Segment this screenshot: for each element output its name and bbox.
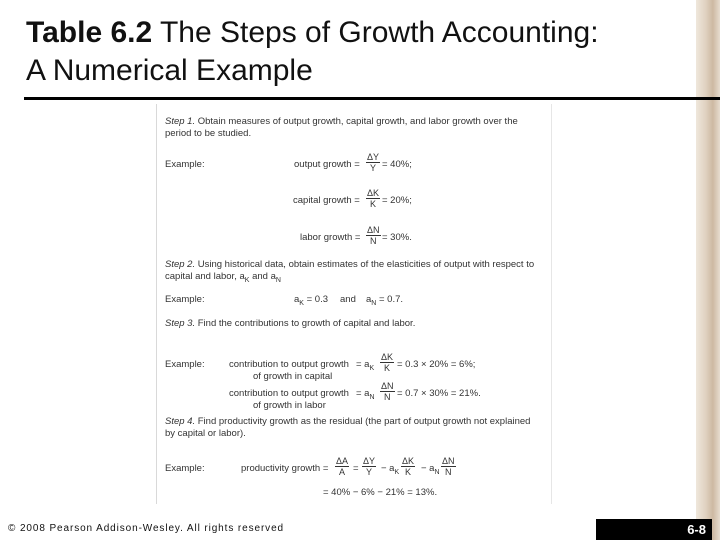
fraction-numerator: ΔN (442, 456, 455, 466)
example-label-2: Example: (165, 294, 205, 305)
an-value: = 0.7. (379, 294, 404, 305)
step1-label: Step 1. (165, 116, 196, 127)
fraction-numerator: ΔY (363, 456, 376, 466)
contrib-capital-coef (356, 359, 374, 375)
ak-symbol: a (294, 294, 300, 305)
elasticity-ak (294, 294, 328, 310)
page-number: 6-8 (596, 519, 712, 540)
step4-line-b: by capital or labor). (165, 428, 246, 439)
fraction-numerator: ΔA (336, 456, 349, 466)
example-label-4: Example: (165, 463, 205, 474)
subscript-n: N (369, 393, 375, 401)
step4-text: Find productivity growth as the residual (the part of output growth not explained (197, 416, 531, 427)
subscript-k: K (394, 468, 400, 476)
fraction-denominator: K (370, 199, 377, 209)
output-growth-value: = 40%; (382, 159, 412, 170)
fraction-denominator: Y (366, 467, 373, 477)
step2-and: and a (249, 271, 276, 282)
coef-eq: = a (356, 359, 370, 370)
prod-eq: = (353, 463, 359, 474)
growth-accounting-table (156, 104, 552, 504)
fraction-denominator: K (405, 467, 412, 477)
example-label-1: Example: (165, 159, 205, 170)
fraction-denominator: A (339, 467, 346, 477)
step4-label: Step 4. (165, 416, 196, 427)
contrib-capital-line-b: of growth in capital (253, 371, 333, 382)
elasticity-and: and (340, 294, 356, 305)
step1-text: Obtain measures of output growth, capital growth, and labor growth over the (197, 116, 518, 127)
capital-growth-fraction (366, 188, 380, 209)
fraction-numerator: ΔY (367, 152, 380, 162)
minus-coef: − a (421, 463, 435, 474)
decorative-side-strip (696, 0, 720, 540)
step1-line-a (165, 116, 518, 128)
productivity-label: productivity growth = (241, 463, 329, 474)
title-line-2: A Numerical Example (26, 54, 313, 87)
step1-line-b: period to be studied. (165, 128, 252, 139)
step3-text: Find the contributions to growth of capital and labor. (197, 318, 416, 329)
prod-fraction-k (401, 456, 415, 477)
fraction-denominator: N (384, 392, 391, 402)
step2-label: Step 2. (165, 259, 196, 270)
fraction-numerator: ΔK (381, 352, 394, 362)
prod-minus-k (381, 463, 399, 479)
step2-text-b: capital and labor, a (165, 271, 245, 282)
subscript-k: K (244, 276, 250, 284)
prod-fraction-a (335, 456, 349, 477)
output-growth-fraction (366, 152, 380, 173)
prod-fraction-y (362, 456, 376, 477)
coef-eq: = a (356, 388, 370, 399)
output-growth-label: output growth = (294, 159, 360, 170)
an-symbol: a (366, 294, 372, 305)
labor-growth-value: = 30%. (382, 232, 412, 243)
contrib-capital-value: = 0.3 × 20% = 6%; (397, 359, 476, 370)
contrib-labor-line-b: of growth in labor (253, 400, 326, 411)
fraction-numerator: ΔK (367, 188, 380, 198)
contrib-capital-fraction (380, 352, 394, 373)
contrib-labor-fraction (380, 381, 395, 402)
step3-label: Step 3. (165, 318, 196, 329)
fraction-numerator: ΔN (381, 381, 394, 391)
step4-line-a (165, 416, 530, 428)
minus-coef: − a (381, 463, 395, 474)
example-label-3: Example: (165, 359, 205, 370)
title-divider (24, 97, 720, 100)
fraction-denominator: Y (370, 163, 377, 173)
productivity-result: = 40% − 6% − 21% = 13%. (323, 487, 438, 498)
contrib-labor-value: = 0.7 × 30% = 21%. (397, 388, 481, 399)
fraction-numerator: ΔN (367, 225, 380, 235)
elasticity-an (366, 294, 403, 310)
fraction-denominator: K (384, 363, 391, 373)
fraction-denominator: N (445, 467, 452, 477)
slide-title (26, 14, 686, 90)
fraction-numerator: ΔK (402, 456, 415, 466)
contrib-labor-line-a: contribution to output growth (229, 388, 349, 399)
copyright-footer: © 2008 Pearson Addison-Wesley. All rights reserved (8, 523, 285, 534)
capital-growth-label: capital growth = (293, 195, 360, 206)
subscript-n: N (434, 468, 440, 476)
labor-growth-label: labor growth = (300, 232, 361, 243)
labor-growth-fraction (366, 225, 381, 246)
fraction-denominator: N (370, 236, 377, 246)
ak-value: = 0.3 (306, 294, 329, 305)
contrib-labor-coef (356, 388, 375, 404)
step3-line (165, 318, 415, 330)
subscript-k: K (299, 299, 304, 307)
title-table-number: Table 6.2 (26, 16, 153, 49)
step2-line-a (165, 259, 534, 271)
step2-line-b (165, 271, 281, 287)
contrib-capital-line-a: contribution to output growth (229, 359, 349, 370)
title-text: The Steps of Growth Accounting: (152, 16, 599, 49)
subscript-k: K (369, 364, 375, 372)
step2-text: Using historical data, obtain estimates of the elasticities of output with respect to (197, 259, 535, 270)
subscript-n: N (275, 276, 281, 284)
prod-fraction-n (441, 456, 456, 477)
capital-growth-value: = 20%; (382, 195, 412, 206)
subscript-n: N (371, 299, 377, 307)
prod-minus-n (421, 463, 440, 479)
